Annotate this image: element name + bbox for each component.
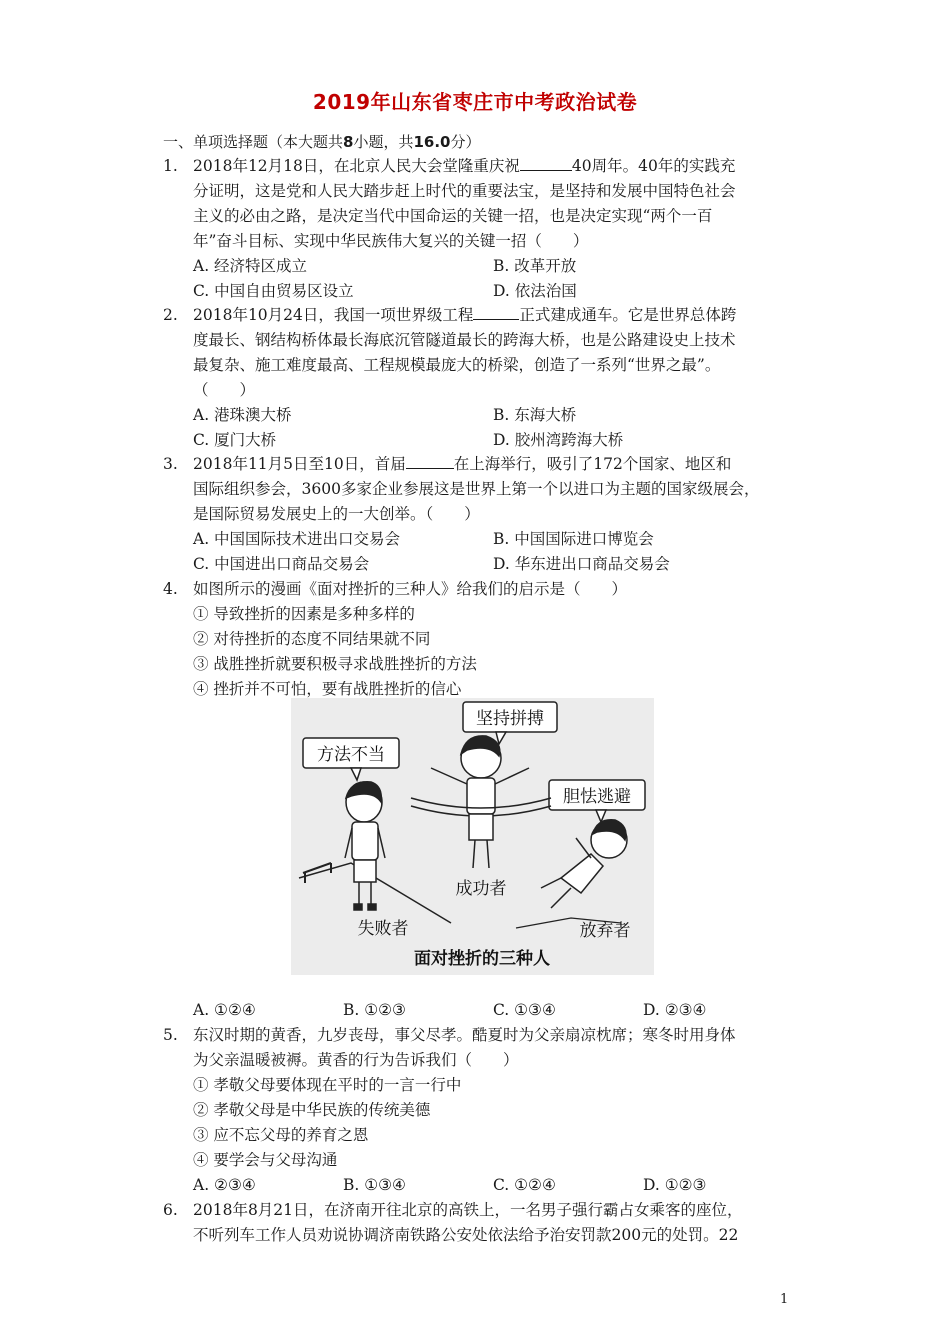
answer-blank [520,156,572,171]
question-line [193,452,803,477]
question-line: 最复杂、施工难度最高、工程规模最庞大的桥梁，创造了一系列“世界之最”。 [193,356,721,374]
question-line: 度最长、钢结构桥体最长海底沉管隧道最长的跨海大桥，也是公路建设史上技术 [193,331,736,349]
option-d[interactable]: D. 胶州湾跨海大桥 [493,431,624,449]
option-a[interactable]: A. ①②④ [193,1001,256,1019]
label-success: 成功者 [455,879,507,899]
statement-2: ② 孝敬父母是中华民族的传统美德 [193,1101,431,1119]
question-1 [163,154,803,304]
option-a[interactable]: A. 经济特区成立 [193,257,308,275]
question-2 [163,303,803,453]
option-c[interactable]: C. ①②④ [493,1176,556,1194]
page-title: 2019年山东省枣庄市中考政治试卷 [312,90,638,114]
question-text: 正式建成通车。它是世界总体跨 [519,306,737,324]
question-number: 6. [163,1201,178,1219]
option-a[interactable]: A. ②③④ [193,1176,256,1194]
label-quitter: 放弃者 [579,921,631,941]
question-text: 2018年12月18日，在北京人民大会堂隆重庆祝 [193,157,520,175]
question-line: 国际组织参会，3600多家企业参展这是世界上第一个以进口为主题的国家级展会， [193,480,760,498]
options [193,1173,803,1198]
question-line: 如图所示的漫画《面对挫折的三种人》给我们的启示是（ ） [193,580,628,598]
option-d[interactable]: D. 华东进出口商品交易会 [493,555,670,573]
option-c[interactable]: C. ①③④ [493,1001,556,1019]
statement-1: ① 孝敬父母要体现在平时的一言一行中 [193,1076,462,1094]
section-suffix: 分） [450,133,481,151]
question-number: 4. [163,580,178,598]
statement-2: ② 对待挫折的态度不同结果就不同 [193,630,431,648]
question-6 [163,1198,803,1248]
question-line: 东汉时期的黄香，九岁丧母，事父尽孝。酷夏时为父亲扇凉枕席；寒冬时用身体 [193,1026,736,1044]
option-b[interactable]: B. ①③④ [343,1176,406,1194]
option-c[interactable]: C. 中国自由贸易区设立 [193,282,354,300]
cartoon-illustration [291,698,654,975]
question-number: 3. [163,455,178,473]
question-text: 40周年。40年的实践充 [571,157,736,175]
question-line: 2018年8月21日，在济南开往北京的高铁上，一名男子强行霸占女乘客的座位， [193,1201,743,1219]
question-text: 在上海举行，吸引了172个国家、地区和 [453,455,732,473]
option-c[interactable]: C. 中国进出口商品交易会 [193,555,370,573]
question-4 [163,577,803,702]
bubble-left-text: 方法不当 [317,745,385,765]
option-d[interactable]: D. ②③④ [643,1001,707,1019]
question-line: 是国际贸易发展史上的一大创举。（ ） [193,505,480,523]
question-line [193,303,803,328]
question-text: 2018年10月24日，我国一项世界级工程 [193,306,474,324]
option-d[interactable]: D. ①②③ [643,1176,707,1194]
options [193,527,803,577]
option-a[interactable]: A. 港珠澳大桥 [193,406,292,424]
question-number: 5. [163,1026,178,1044]
total-score: 16.0 [413,133,451,151]
question-5 [163,1023,803,1198]
option-a[interactable]: A. 中国国际技术进出口交易会 [193,530,401,548]
question-count: 8 [343,133,354,151]
question-line: 年”奋斗目标、实现中华民族伟大复兴的关键一招（ ） [193,232,589,250]
option-b[interactable]: B. 东海大桥 [493,406,577,424]
option-b[interactable]: B. ①②③ [343,1001,406,1019]
question-3 [163,452,803,577]
question-number: 2. [163,306,178,324]
question-line: 分证明，这是党和人民大踏步赶上时代的重要法宝，是坚持和发展中国特色社会 [193,182,736,200]
cartoon-caption: 面对挫折的三种人 [414,949,550,969]
question-line: 不听列车工作人员劝说协调济南铁路公安处依法给予治安罚款200元的处罚。22 [193,1226,739,1244]
options [193,254,803,304]
option-b[interactable]: B. 中国国际进口博览会 [493,530,654,548]
options [193,998,803,1023]
options [193,403,803,453]
page-number: 1 [780,1292,789,1307]
section-prefix: 一、单项选择题（本大题共 [163,133,344,151]
statement-4: ④ 要学会与父母沟通 [193,1151,338,1169]
section-heading [163,131,481,152]
question-line: 主义的必由之路，是决定当代中国命运的关键一招，也是决定实现“两个一百 [193,207,713,225]
question-text: 2018年11月5日至10日，首届 [193,455,406,473]
statement-1: ① 导致挫折的因素是多种多样的 [193,605,415,623]
question-line: 为父亲温暖被褥。黄香的行为告诉我们（ ） [193,1051,519,1069]
option-b[interactable]: B. 改革开放 [493,257,577,275]
statement-3: ③ 战胜挫折就要积极寻求战胜挫折的方法 [193,655,477,673]
question-number: 1. [163,157,178,175]
answer-blank [473,305,519,320]
bubble-center-text: 坚持拼搏 [476,709,544,729]
question-line: （ ） [193,381,256,399]
section-mid: 小题，共 [353,133,414,151]
answer-blank [406,454,454,469]
option-d[interactable]: D. 依法治国 [493,282,577,300]
question-4-options [163,998,803,1023]
option-c[interactable]: C. 厦门大桥 [193,431,277,449]
statement-4: ④ 挫折并不可怕，要有战胜挫折的信心 [193,680,462,698]
label-failure: 失败者 [357,919,409,939]
statement-3: ③ 应不忘父母的养育之恩 [193,1126,369,1144]
bubble-right-text: 胆怯逃避 [563,787,631,807]
question-line [193,154,803,179]
